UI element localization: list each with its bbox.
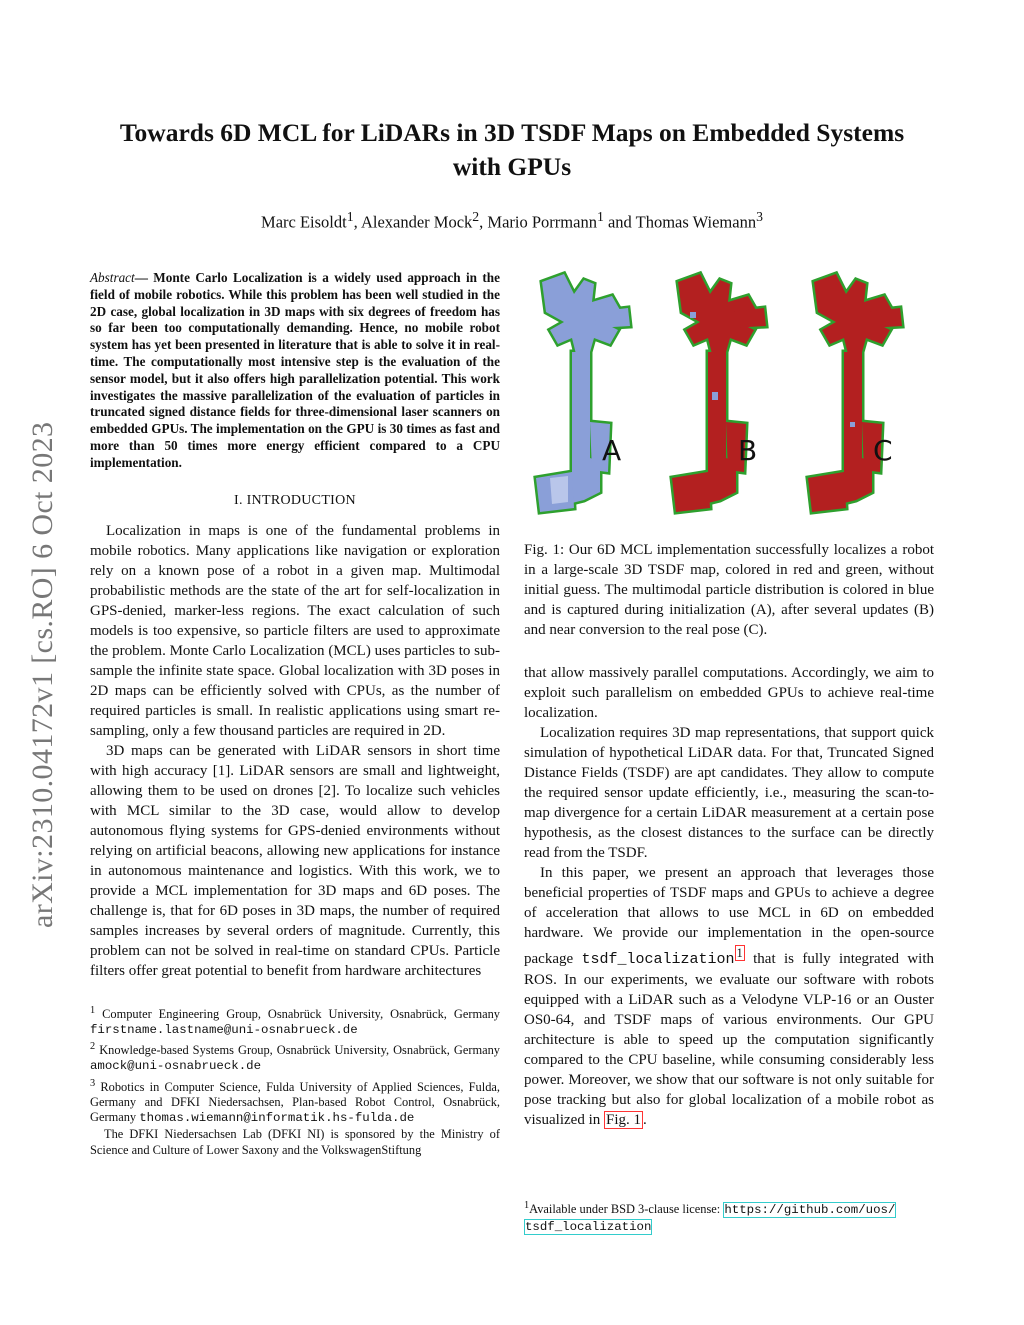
title-line-1: Towards 6D MCL for LiDARs in 3D TSDF Maps on Embedded Systems: [119, 118, 905, 147]
author-separator: ,: [479, 212, 488, 232]
abstract-text: — Monte Carlo Localization is a widely used approach in the field of mobile robotics. While this problem has been well studied in the 2D case, global localization in 3D maps with six degrees of freedom has so far been too computationally demanding. Hence, no mobile robot system has yet been presented in literature that is able to solve it in real-time. The computationally most intensive step is the evaluation of the sensor model, but it also offers high parallelization potential. This work investigates the massive parallelization of the evaluation of particles in truncated signed distance fields for three-dimensional laser scanners on embedded GPUs. The implementation on the GPU is 30 times as fast and more than 50 times more energy efficient compared to a CPU implementation.: [90, 270, 500, 470]
footnote-text: Computer Engineering Group, Osnabrück University, Osnabrück, Germany: [102, 1006, 500, 1021]
footnote-marker: 2: [90, 1041, 96, 1053]
figure-tsdf-maps: [528, 266, 936, 526]
footnote-3: [90, 1076, 500, 1127]
author-list: [60, 209, 964, 233]
paper-title: [60, 116, 964, 184]
package-name: tsdf_localization: [581, 951, 735, 968]
panel-label-b: B: [738, 434, 758, 467]
body-paragraph-continued: that allow massively parallel computations. Accordingly, we aim to exploit such parallelism on embedded GPUs to achieve real-time localization.: [524, 665, 934, 721]
footnote-funding: The DFKI Niedersachsen Lab (DFKI NI) is sponsored by the Ministry of Science and Culture of Lower Saxony and the VolkswagenStiftung: [90, 1127, 500, 1157]
footnote-text: Robotics in Computer Science, Fulda University of Applied Sciences, Fulda, Germany and DFKI Niedersachsen, Plan-based Robot Control, Osnabrück, Germany: [90, 1079, 500, 1125]
author-name: Marc Eisoldt: [261, 212, 347, 232]
email-address[interactable]: amock@uni-osnabrueck.de: [90, 1059, 262, 1074]
repository-link[interactable]: https://github.com/uos/: [724, 1203, 896, 1218]
left-column: [90, 270, 500, 1159]
footnote-1: [90, 1003, 500, 1039]
author-affiliation: 2: [472, 209, 480, 224]
intro-paragraph-1: Localization in maps is one of the fundamental problems in mobile robotics. Many applications like navigation or exploration rely on a known pose of a robot in a given map. Multimodal probabilistic methods are the state of the art for self-localization in GPS-denied, marker-less regions. The exact calculation of such models is too expensive, so particle filters are used to approximate the problem. Monte Carlo Localization (MCL) uses particles to sub-sample the infinite state space. Global localization with 3D poses in 2D maps can be efficiently solved with CPUs, as the number of required particles is small. In realistic applications using smart re-sampling, only a few thousand particles are required in 2D.: [90, 522, 500, 739]
email-address[interactable]: thomas.wiemann@informatik.hs-fulda.de: [139, 1111, 415, 1126]
paragraph-text: In this paper, we present an approach that leverages those beneficial properties of TSDF maps and GPUs to achieve a degree of acceleration that allows to use MCL in 6D on embedded hardware. We provide our implementation in the open-source package: [524, 865, 934, 967]
footnote-link[interactable]: 1: [736, 946, 743, 960]
author-name: Mario Porrmann: [487, 212, 597, 232]
section-heading: I. INTRODUCTION: [234, 492, 356, 508]
figure-reference-link[interactable]: Fig. 1: [605, 1112, 641, 1128]
footnote-marker: 3: [90, 1077, 96, 1089]
panel-label-a: A: [602, 434, 622, 467]
abstract-label: Abstract: [90, 270, 135, 285]
author-affiliation: 3: [756, 209, 763, 224]
abstract: [90, 270, 500, 472]
repository-link-continued[interactable]: tsdf_localization: [525, 1219, 652, 1234]
intro-paragraph-2: 3D maps can be generated with LiDAR sensors in short time with high accuracy [1]. LiDAR sensors are small and lightweight, allowing them to be used on drones [2]. To localize such vehicles with MCL similar to the 3D case, would allow to develop autonomous flying systems for GPS-denied environments without relying on artificial beacons, allowing new applications for instance in autonomous maintenance and logistics. With this work, we to provide a MCL implementation for 3D maps and 6D poses. The challenge is, that for 6D poses in 3D maps, the number of required samples increases by several orders of magnitude. Currently, this problem can not be solved in real-time on standard CPUs. Particle filters offer great potential to benefit from hardware architectures: [90, 742, 500, 979]
footnote-marker: 1: [90, 1004, 96, 1016]
paragraph-end: .: [643, 1112, 647, 1128]
panel-label-c: C: [873, 434, 893, 467]
author-affiliation: 1: [596, 209, 604, 224]
body-paragraph-contribution: [524, 863, 934, 1130]
map-panel-a: [536, 274, 630, 512]
footnote-text: Knowledge-based Systems Group, Osnabrück University, Osnabrück, Germany: [99, 1043, 500, 1058]
footnote-text: Available under BSD 3-clause license:: [529, 1202, 721, 1217]
author-affiliation: 1: [346, 209, 354, 224]
footnote-2: [90, 1039, 500, 1075]
author-name: Alexander Mock: [360, 212, 473, 232]
map-panel-c: [808, 274, 902, 512]
paragraph-text: that is fully integrated with ROS. In our experiments, we evaluate our software with robots equipped with a LiDAR such as a Velodyne VLP-16 or an Ouster OS0-64, and TSDF maps of various environments. Our GPU architecture is able to speed up the computation significantly compared to the CPU baseline, while consuming considerably less power. Moreover, we show that our software is not only suitable for pose tracking but also for global localization of a mobile robot as visualized in: [524, 951, 935, 1128]
footnote-license: [524, 1198, 936, 1235]
author-separator: ,: [353, 212, 361, 232]
author-name: Thomas Wiemann: [635, 212, 757, 232]
author-separator: and: [603, 212, 636, 232]
right-column-body: [524, 663, 934, 1130]
map-panel-b: [672, 274, 766, 512]
figure-caption: Fig. 1: Our 6D MCL implementation successfully localizes a robot in a large-scale 3D TSDF map, colored in red and green, without initial guess. The multimodal particle distribution is colored in blue and is captured during initialization (A), after several updates (B) and near conversion to the real pose (C).: [524, 542, 934, 638]
affiliation-footnotes: [90, 1003, 500, 1158]
email-address[interactable]: firstname.lastname@uni-osnabrueck.de: [90, 1022, 358, 1037]
footnote-marker: 1: [524, 1200, 530, 1211]
title-line-2: with GPUs: [452, 152, 572, 181]
arxiv-stamp: arXiv:2310.04172v1 [cs.RO] 6 Oct 2023: [26, 421, 59, 928]
body-paragraph-tsdf: Localization requires 3D map representations, that support quick simulation of hypothetical LiDAR data. For that, Truncated Signed Distance Fields (TSDF) are apt candidates. They allow to compute the required sensor update efficiently, i.e., measuring the scan-to-map divergence for a certain LiDAR measurement at a certain pose hypothesis, as the closest distances to the surface can be directly read from the TSDF.: [524, 725, 934, 861]
